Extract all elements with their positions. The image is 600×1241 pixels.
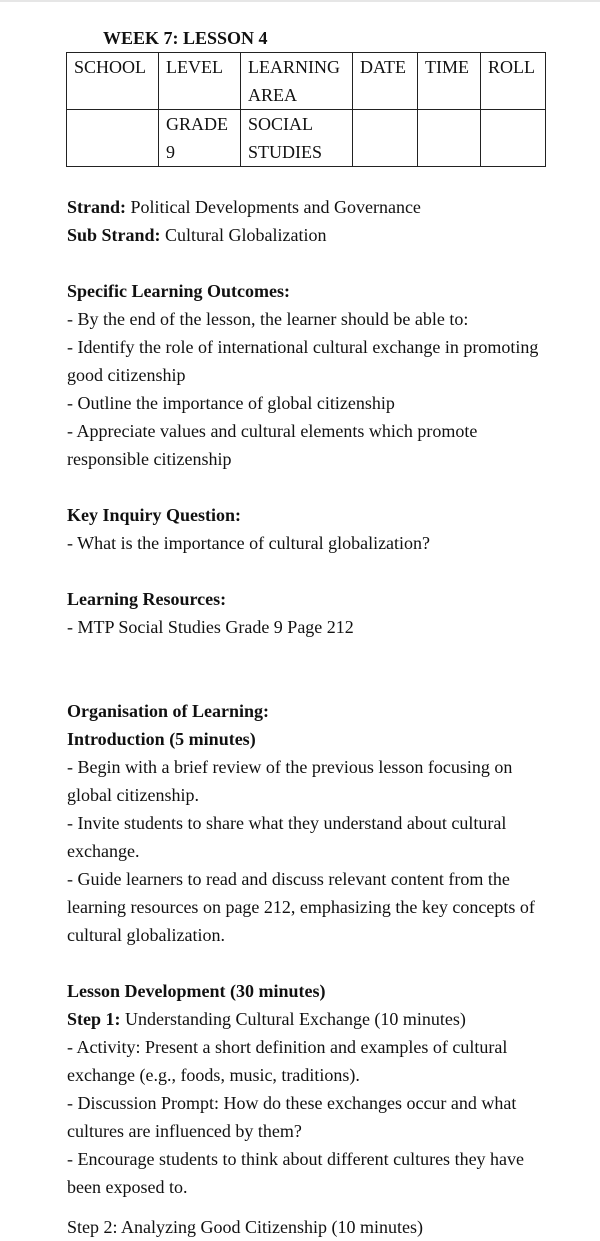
- inquiry-item: - What is the importance of cultural globalization?: [67, 533, 431, 553]
- sub-strand-label: Sub Strand:: [67, 225, 161, 245]
- meta-header-time: TIME: [418, 53, 481, 110]
- intro-item: - Guide learners to read and discuss relevant content from the learning resources on page 212, emphasizing the key concepts of cultural globalization.: [67, 869, 535, 945]
- meta-value-school: [67, 110, 159, 167]
- lesson-content: [67, 193, 557, 1201]
- outcome-item: - By the end of the lesson, the learner should be able to:: [67, 309, 469, 329]
- step1-item: - Encourage students to think about different cultures they have been exposed to.: [67, 1149, 525, 1197]
- meta-value-roll: [481, 110, 546, 167]
- inquiry-heading: Key Inquiry Question:: [67, 505, 242, 525]
- meta-value-time: [418, 110, 481, 167]
- organisation-heading: Organisation of Learning:: [67, 701, 270, 721]
- intro-item: - Invite students to share what they understand about cultural exchange.: [67, 813, 507, 861]
- outcome-item: - Outline the importance of global citizenship: [67, 393, 395, 413]
- meta-header-learning-area: LEARNING AREA: [241, 53, 353, 110]
- intro-item: - Begin with a brief review of the previous lesson focusing on global citizenship.: [67, 757, 513, 805]
- sub-strand-value: Cultural Globalization: [165, 225, 327, 245]
- resource-item: - MTP Social Studies Grade 9 Page 212: [67, 617, 354, 637]
- meta-header-level: LEVEL: [159, 53, 241, 110]
- sub-strand-line: [67, 221, 557, 249]
- development-heading: Lesson Development (30 minutes): [67, 981, 326, 1001]
- outcomes-heading: Specific Learning Outcomes:: [67, 281, 290, 301]
- strand-line: [67, 193, 557, 221]
- meta-header-row: [67, 53, 546, 110]
- step1-line: [67, 1005, 557, 1033]
- meta-value-date: [353, 110, 418, 167]
- meta-header-roll: ROLL: [481, 53, 546, 110]
- strand-label: Strand:: [67, 197, 127, 217]
- meta-header-date: DATE: [353, 53, 418, 110]
- step2-partial-line: Step 2: Analyzing Good Citizenship (10 minutes): [67, 1217, 423, 1237]
- outcome-item: - Identify the role of international cultural exchange in promoting good citizenship: [67, 337, 539, 385]
- outcome-item: - Appreciate values and cultural elements which promote responsible citizenship: [67, 421, 478, 469]
- step1-label: Step 1:: [67, 1009, 121, 1029]
- resources-heading: Learning Resources:: [67, 589, 227, 609]
- step1-item: - Activity: Present a short definition and examples of cultural exchange (e.g., foods, music, traditions).: [67, 1037, 508, 1085]
- meta-header-school: SCHOOL: [67, 53, 159, 110]
- meta-value-learning-area: SOCIAL STUDIES: [241, 110, 353, 167]
- meta-value-row: [67, 110, 546, 167]
- meta-value-level: GRADE 9: [159, 110, 241, 167]
- introduction-heading: Introduction (5 minutes): [67, 729, 256, 749]
- page-top-edge: [0, 0, 600, 2]
- week-title: WEEK 7: LESSON 4: [103, 28, 268, 48]
- step1-title: Understanding Cultural Exchange (10 minutes): [125, 1009, 466, 1029]
- strand-value: Political Developments and Governance: [130, 197, 421, 217]
- lesson-meta-table: [66, 52, 546, 167]
- step1-item: - Discussion Prompt: How do these exchanges occur and what cultures are influenced by them?: [67, 1093, 517, 1141]
